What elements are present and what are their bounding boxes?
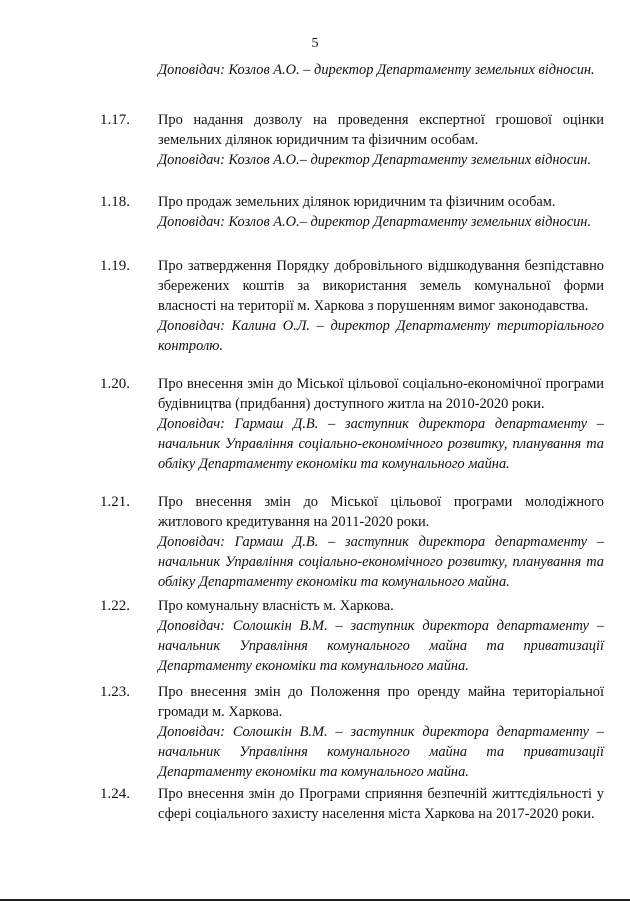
item-number: 1.22. (100, 598, 130, 614)
item-speaker: Доповідач: Гармаш Д.В. – заступник директора департаменту – начальник Управління соціально-економічного розвитку, планування та обліку Департаменту економіки та комунального майна. (158, 534, 604, 590)
item-number: 1.21. (100, 494, 130, 510)
item-speaker: Доповідач: Солошкін В.М. – заступник директора департаменту – начальник Управління комунального майна та приватизації Департаменту економіки та комунального майна. (158, 618, 604, 674)
item-title: Про внесення змін до Положення про оренду майна територіальної громади м. Харкова. (158, 684, 604, 720)
item-title: Про комунальну власність м. Харкова. (158, 598, 394, 614)
item-title: Про внесення змін до Міської цільової соціально-економічної програми будівництва (придбання) доступного житла на 2010-2020 роки. (158, 376, 604, 412)
item-title: Про внесення змін до Програми сприяння безпечній життєдіяльності у сфері соціального захисту населення міста Харкова на 2017-2020 роки. (158, 786, 604, 822)
item-number: 1.17. (100, 112, 130, 128)
item-number: 1.18. (100, 194, 130, 210)
item-title: Про надання дозволу на проведення експертної грошової оцінки земельних ділянок юридичним та фізичним особам. (158, 112, 604, 148)
item-number: 1.20. (100, 376, 130, 392)
item-title: Про продаж земельних ділянок юридичним та фізичним особам. (158, 194, 556, 210)
item-number: 1.23. (100, 684, 130, 700)
item-speaker: Доповідач: Гармаш Д.В. – заступник директора департаменту – начальник Управління соціально-економічного розвитку, планування та обліку Департаменту економіки та комунального майна. (158, 416, 604, 472)
item-number: 1.19. (100, 258, 130, 274)
item-title: Про внесення змін до Міської цільової програми молодіжного житлового кредитування на 2011-2020 роки. (158, 494, 604, 530)
item-speaker: Доповідач: Солошкін В.М. – заступник директора департаменту – начальник Управління комунального майна та приватизації Департаменту економіки та комунального майна. (158, 724, 604, 780)
item-speaker: Доповідач: Козлов А.О.– директор Департаменту земельних відносин. (158, 152, 592, 168)
item-speaker: Доповідач: Козлов А.О.– директор Департаменту земельних відносин. (158, 214, 592, 230)
item-speaker: Доповідач: Калина О.Л. – директор Департаменту територіального контролю. (158, 318, 604, 354)
item-title: Про затвердження Порядку добровільного відшкодування безпідставно збережених коштів за використання земель комунальної форми власності на території м. Харкова з порушенням вимог законодавства. (158, 258, 604, 314)
continuation-speaker: Доповідач: Козлов А.О. – директор Департаменту земельних відносин. (158, 62, 595, 78)
item-number: 1.24. (100, 786, 130, 802)
page-number: 5 (311, 36, 319, 51)
